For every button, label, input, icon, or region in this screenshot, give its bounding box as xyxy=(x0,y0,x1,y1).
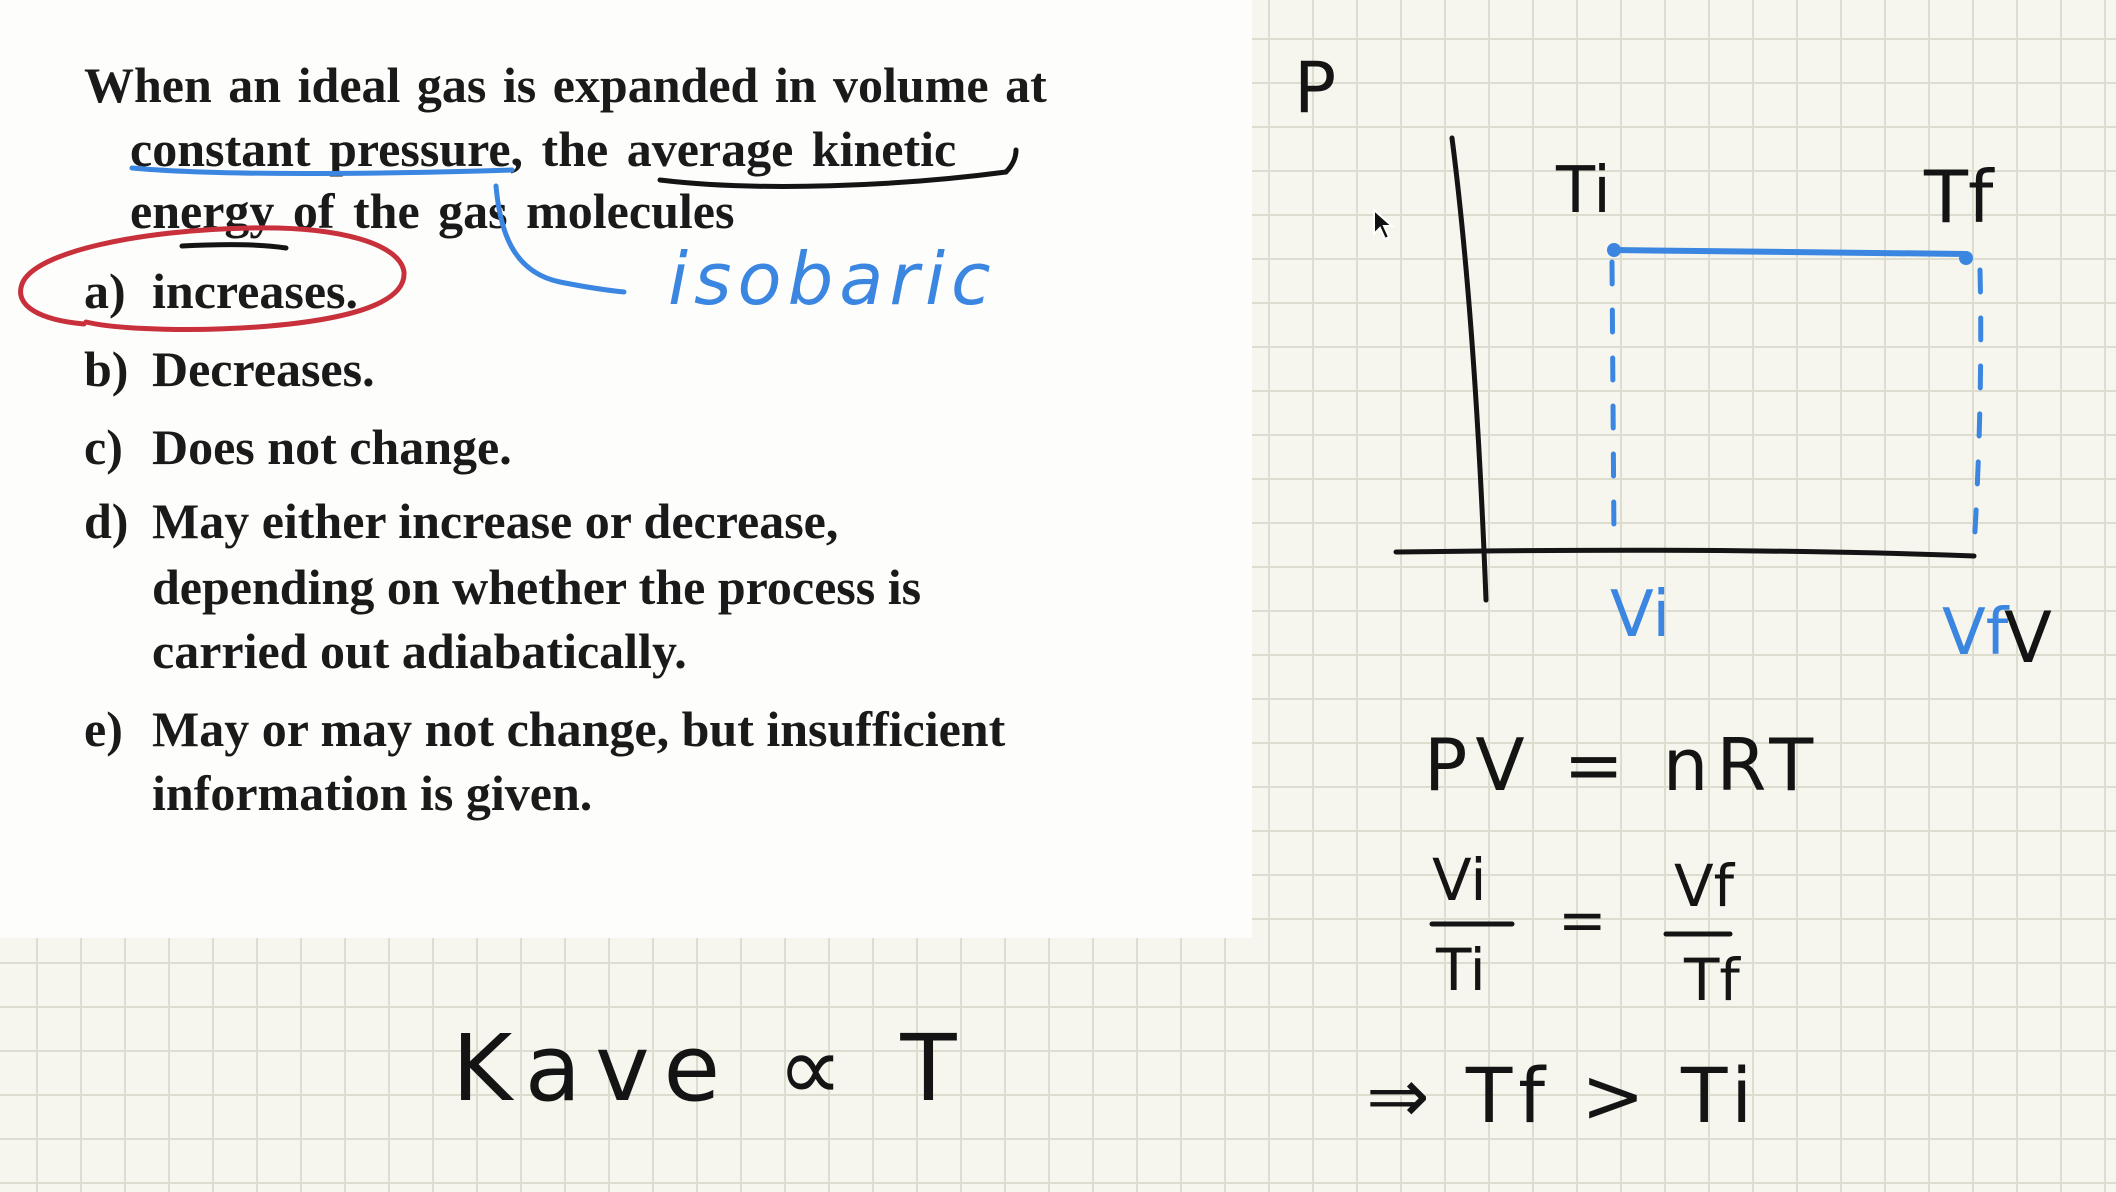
fraction-vf: Vf xyxy=(1674,852,1735,920)
option-letter-e: e) xyxy=(84,701,123,757)
isobaric-note: isobaric xyxy=(668,237,997,321)
fraction-ti: Ti xyxy=(1436,936,1486,1004)
option-d-text-line-2: depending on whether the process is xyxy=(152,559,922,615)
question-slide xyxy=(0,0,1252,938)
option-letter-a: a) xyxy=(84,263,126,319)
vf-dashed-line xyxy=(1974,270,1981,548)
option-c-text: Does not change. xyxy=(152,419,512,475)
final-state-point xyxy=(1959,251,1973,265)
option-d-text-line-1: May either increase or decrease, xyxy=(152,493,839,549)
vi-dashed-line xyxy=(1612,262,1614,540)
option-d-text-line-3: carried out adiabatically. xyxy=(152,623,687,679)
fraction-equals: = xyxy=(1558,886,1607,954)
fraction-vi: Vi xyxy=(1432,846,1487,914)
ti-label: Ti xyxy=(1556,154,1611,228)
question-stem-line-2: constant pressure, the average kinetic xyxy=(130,121,957,177)
question-stem-line-3: energy of the gas molecules xyxy=(130,183,735,239)
vf-label: Vf xyxy=(1942,596,2009,670)
mouse-cursor-icon xyxy=(1372,208,1394,242)
option-letter-c: c) xyxy=(84,419,123,475)
initial-state-point xyxy=(1607,243,1621,257)
option-letter-d: d) xyxy=(84,493,129,549)
v-axis-label: V xyxy=(2004,597,2052,679)
p-axis xyxy=(1452,138,1486,600)
option-e-text-line-2: information is given. xyxy=(152,765,593,821)
tf-label: Tf xyxy=(1924,155,1994,239)
question-stem-line-1: When an ideal gas is expanded in volume at xyxy=(84,57,1047,113)
option-b-text: Decreases. xyxy=(152,341,375,397)
temperature-conclusion: ⇒ Tf > Ti xyxy=(1366,1051,1759,1140)
option-e-text-line-1: May or may not change, but insufficient xyxy=(152,701,1006,757)
p-axis-label: P xyxy=(1294,47,1337,129)
option-letter-b: b) xyxy=(84,341,129,397)
fraction-tf: Tf xyxy=(1684,946,1740,1014)
v-axis xyxy=(1396,550,1974,556)
option-a-text: increases. xyxy=(152,263,358,319)
isobar-line xyxy=(1612,250,1966,254)
vi-label: Vi xyxy=(1610,578,1671,652)
kinetic-proportionality: Kave ∝ T xyxy=(452,1015,971,1122)
ideal-gas-equation: PV = nRT xyxy=(1424,723,1822,807)
